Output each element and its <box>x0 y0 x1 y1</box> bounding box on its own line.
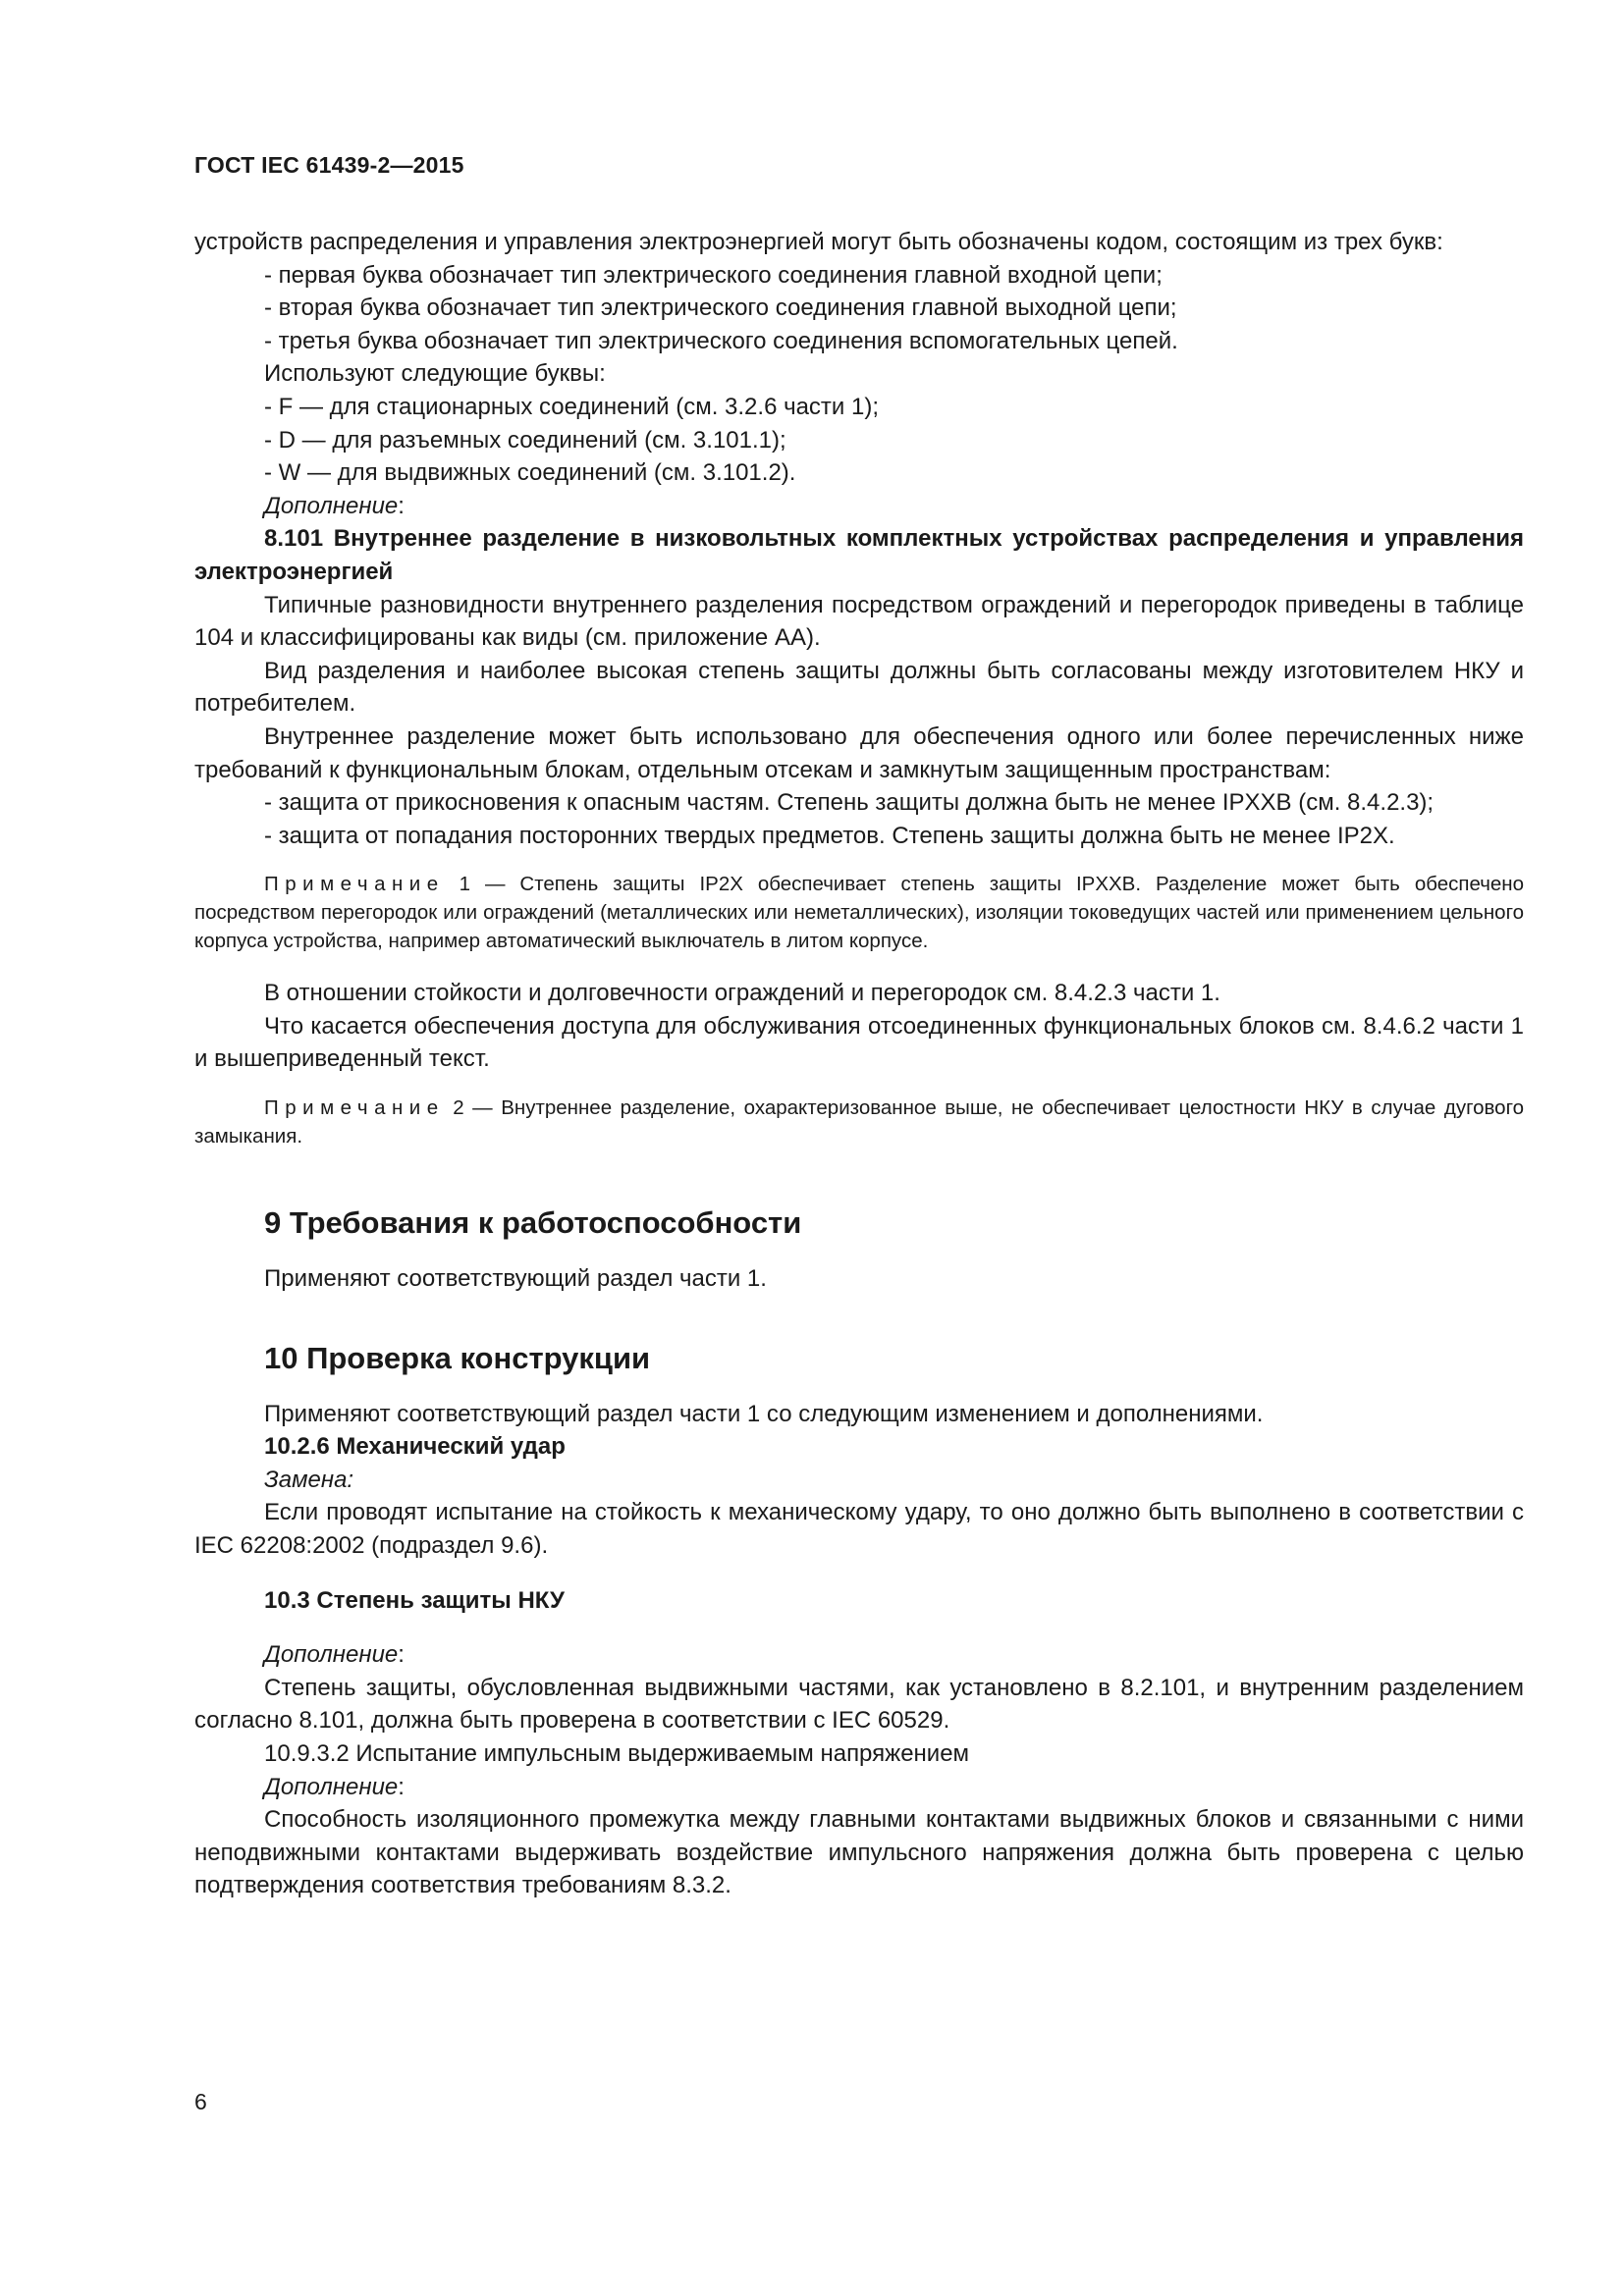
addition-colon: : <box>398 492 405 519</box>
paragraph: Что касается обеспечения доступа для обслуживания отсоединенных функциональных блоков см. 8.4.6.2 части 1 и вышеприведенный текст. <box>194 1012 1524 1073</box>
note-1 <box>194 870 1524 955</box>
paragraph: Степень защиты, обусловленная выдвижными частями, как установлено в 8.2.101, и внутренним разделением согласно 8.101, должна быть проверена в соответствии с IEC 60529. <box>194 1674 1524 1735</box>
section-10-heading: 10 Проверка конструкции <box>264 1340 651 1375</box>
addition-label <box>194 490 1524 523</box>
subsection-10932-heading: 10.9.3.2 Испытание импульсным выдерживаемым напряжением <box>264 1740 970 1767</box>
paragraph: В отношении стойкости и долговечности ограждений и перегородок см. 8.4.2.3 части 1. <box>264 980 1220 1007</box>
replacement-label: Замена: <box>264 1466 354 1493</box>
addition-text: Дополнение <box>264 1773 399 1800</box>
list-item: - F — для стационарных соединений (см. 3.2.6 части 1); <box>264 393 880 420</box>
paragraph: - защита от прикосновения к опасным частям. Степень защиты должна быть не менее IPXXB (см. 8.4.2.3); <box>264 789 1435 817</box>
addition-colon: : <box>398 1773 405 1800</box>
letters-intro: Используют следующие буквы: <box>264 360 606 388</box>
paragraph: Внутреннее разделение может быть использовано для обеспечения одного или более перечисленных ниже требований к функциональным блокам, отдельным отсекам и замкнутым защищенным пространствам: <box>194 722 1524 783</box>
paragraph: Вид разделения и наиболее высокая степень защиты должны быть согласованы между изготовителем НКУ и потребителем. <box>194 657 1524 718</box>
section-9-heading: 9 Требования к работоспособности <box>264 1205 802 1241</box>
document-header: ГОСТ IEC 61439-2—2015 <box>194 152 464 178</box>
section-8101-heading: 8.101 Внутреннее разделение в низковольтных комплектных устройствах распределения и управления электроэнергией <box>194 525 1524 585</box>
subsection-1026-heading: 10.2.6 Механический удар <box>264 1433 566 1461</box>
paragraph: Применяют соответствующий раздел части 1. <box>264 1265 767 1293</box>
list-item: - W — для выдвижных соединений (см. 3.101.2). <box>264 459 796 487</box>
note-2 <box>194 1094 1524 1150</box>
intro-paragraph: устройств распределения и управления электроэнергией могут быть обозначены кодом, состоящим из трех букв: <box>194 229 1443 255</box>
addition-text: Дополнение <box>264 1641 399 1669</box>
paragraph: Применяют соответствующий раздел части 1 со следующим изменением и дополнениями. <box>264 1400 1264 1427</box>
addition-colon: : <box>398 1641 405 1669</box>
paragraph: Если проводят испытание на стойкость к механическому удару, то оно должно быть выполнено в соответствии с IEC 62208:2002 (подраздел 9.6). <box>194 1499 1524 1560</box>
note-text: 1 — Степень защиты IP2X обеспечивает степень защиты IPXXB. Разделение может быть обеспечено посредством перегородок или ограждений (металлических или неметаллических), изоляции токоведущих частей или применением цельного корпуса устройства, например автоматический выключатель в литом корпусе. <box>194 873 1525 953</box>
paragraph: Способность изоляционного промежутка между главными контактами выдвижных блоков и связанными с ними неподвижными контактами выдерживать воздействие импульсного напряжения должна быть проверена с целью подтверждения соответствия требованиям 8.3.2. <box>194 1806 1524 1899</box>
page-number: 6 <box>194 2089 207 2114</box>
note-label: Примечание <box>264 1096 445 1120</box>
note-label: Примечание <box>264 873 445 896</box>
list-item: - D — для разъемных соединений (см. 3.101.1); <box>264 426 786 454</box>
list-item: - третья буква обозначает тип электрического соединения вспомогательных цепей. <box>264 327 1178 354</box>
paragraph: - защита от попадания посторонних твердых предметов. Степень защиты должна быть не менее IP2X. <box>264 822 1395 849</box>
list-item: - первая буква обозначает тип электрического соединения главной входной цепи; <box>264 261 1163 289</box>
note-text: 2 — Внутреннее разделение, охарактеризованное выше, не обеспечивает целостности НКУ в случае дугового замыкания. <box>194 1096 1524 1148</box>
paragraph: Типичные разновидности внутреннего разделения посредством ограждений и перегородок приведены в таблице 104 и классифицированы как виды (см. приложение АА). <box>194 591 1524 652</box>
page-content <box>194 226 1524 1902</box>
list-item: - вторая буква обозначает тип электрического соединения главной выходной цепи; <box>264 294 1177 322</box>
addition-label <box>194 1771 1524 1804</box>
subsection-103-heading: 10.3 Степень защиты НКУ <box>264 1586 565 1614</box>
addition-text: Дополнение <box>264 492 399 519</box>
addition-label <box>194 1638 1524 1672</box>
